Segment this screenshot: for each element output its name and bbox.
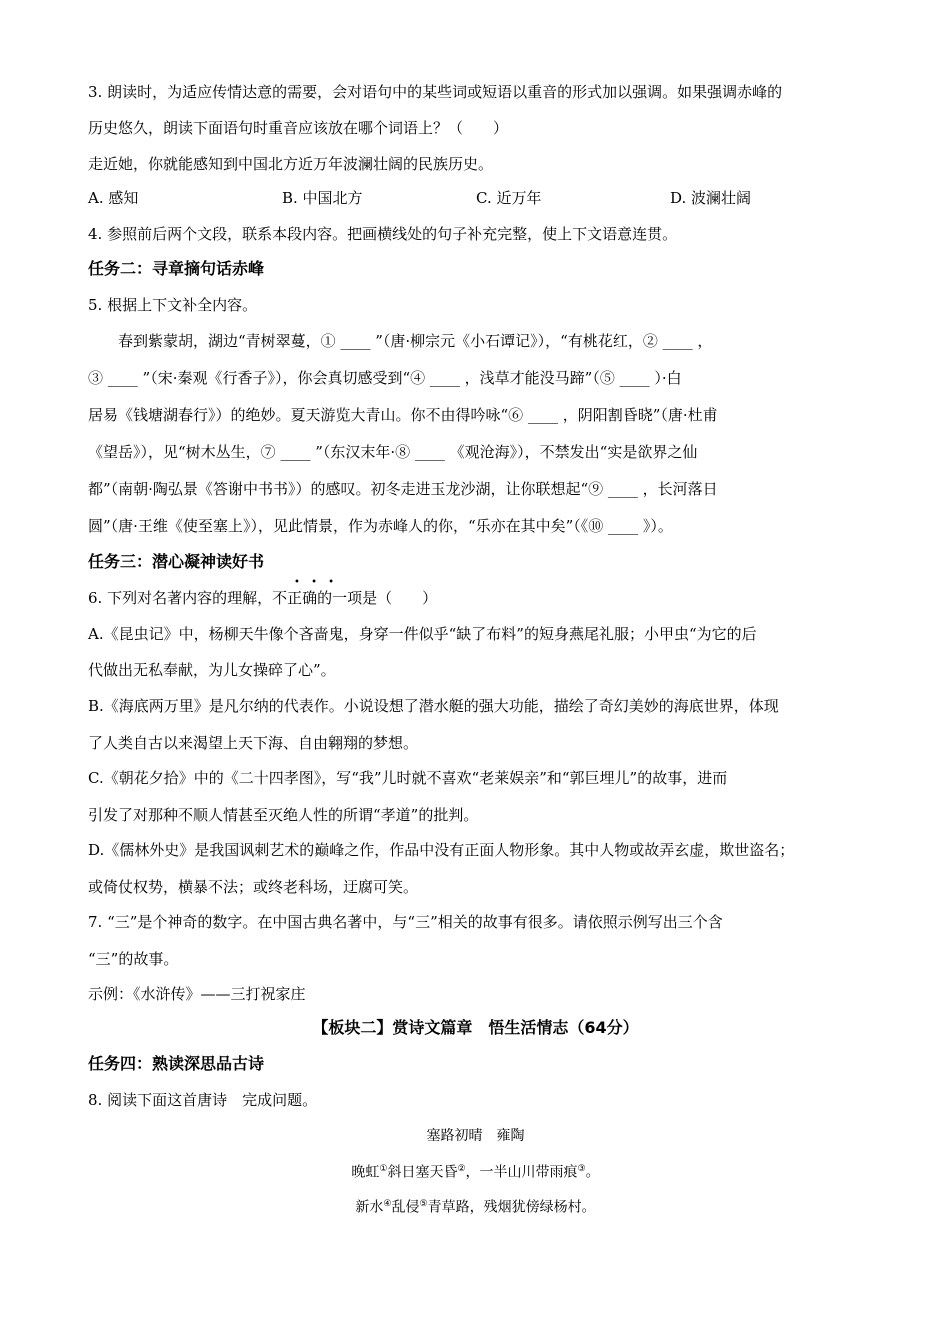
q5-para-line2: ③ ____ ”（宋·秦观《行香子》），你会真切感受到“④ ____ ，浅草才能没马蹄”（⑤ ____ ）·白 — [88, 369, 682, 387]
task3-heading: 任务三：潜心凝神读好书 — [88, 552, 265, 571]
q3-sentence: 走近她，你就能感知到中国北方近万年波澜壮阔的民族历史。 — [88, 155, 494, 173]
q3-line1: 3. 朗读时，为适应传情达意的需要，会对语句中的某些词或短语以重音的形式加以强调。如果强调赤峰的 — [88, 83, 783, 101]
poem-line1-part-a: 晚虹 — [351, 1164, 380, 1181]
q5-line1: 5. 根据上下文补全内容。 — [88, 296, 258, 314]
q3-option-a: A. 感知 — [88, 189, 139, 207]
footnote-marker-5: ⑤ — [419, 1199, 428, 1209]
q3-line2: 历史悠久，朗读下面语句时重音应该放在哪个词语上？（ ） — [88, 119, 509, 137]
q6-option-b-line2: 了人类自古以来渴望上天下海、自由翱翔的梦想。 — [88, 734, 419, 752]
q6-option-d-line1: D.《儒林外史》是我国讽刺艺术的巅峰之作，作品中没有正面人物形象。其中人物或故弄玄虚，欺世盗名； — [88, 841, 795, 859]
footnote-marker-2: ② — [457, 1164, 466, 1174]
poem-line2 — [88, 1194, 863, 1218]
q7-example: 示例：《水浒传》——三打祝家庄 — [88, 985, 306, 1003]
footnote-marker-3: ③ — [577, 1164, 586, 1174]
poem-line1 — [88, 1159, 863, 1183]
poem-line2-part-c: 青草路，残烟犹傍绿杨村。 — [427, 1199, 596, 1216]
footnote-marker-1: ① — [379, 1164, 388, 1174]
q3-option-d: D. 波澜壮阔 — [670, 189, 752, 207]
q5-para-line5: 都”（南朝·陶弘景《答谢中书书》）的感叹。初冬走进玉龙沙湖，让你联想起“⑨ ____ ，长河落日 — [88, 480, 718, 498]
q3-option-c: C. 近万年 — [476, 189, 542, 207]
q6-option-b-line1: B.《海底两万里》是凡尔纳的代表作。小说设想了潜水艇的强大功能，描绘了奇幻美妙的海底世界，体现 — [88, 697, 779, 715]
poem-line1-part-c: ，一半山川带雨痕 — [465, 1164, 578, 1181]
task2-heading: 任务二：寻章摘句话赤峰 — [88, 259, 265, 278]
poem-line2-part-a: 新水 — [355, 1199, 384, 1216]
q3-option-b: B. 中国北方 — [282, 189, 363, 207]
q7-line1: 7. “三”是个神奇的数字。在中国古典名著中，与“三”相关的故事有很多。请依照示例写出三个含 — [88, 913, 723, 931]
q6-option-c-line2: 引发了对那种不顺人情甚至灭绝人性的所谓“孝道”的批判。 — [88, 806, 479, 824]
q5-para-line4: 《望岳》），见“树木丛生，⑦ ____ ”（东汉末年·⑧ ____ 《观沧海》），不禁发出“实是欲界之仙 — [88, 443, 698, 461]
emphasis-dots: • • • — [294, 577, 339, 588]
q5-para-line1: 春到紫蒙胡，湖边“青树翠蔓，① ____ ”（唐·柳宗元《小石谭记》），“有桃花红，② ____ ， — [88, 332, 713, 350]
q6-option-a-line1: A.《昆虫记》中，杨柳天牛像个吝啬鬼，身穿一件似乎“缺了布料”的短身燕尾礼服；小甲虫“为它的后 — [88, 625, 757, 643]
q6-line1: 6. 下列对名著内容的理解，不正确的一项是（ ） — [88, 589, 438, 607]
footnote-marker-4: ④ — [383, 1199, 392, 1209]
q6-option-c-line1: C.《朝花夕拾》中的《二十四孝图》，写“我”儿时就不喜欢“老莱娱亲”和“郭巨埋儿”的故事，进而 — [88, 769, 728, 787]
q6-option-d-line2: 或倚仗权势，横暴不法；或终老科场，迂腐可笑。 — [88, 878, 419, 896]
block2-title: 【板块二】赏诗文篇章 悟生活情志（64分） — [312, 1018, 639, 1037]
q4-line1: 4. 参照前后两个文段，联系本段内容。把画横线处的句子补充完整，使上下文语意连贯。 — [88, 225, 678, 243]
q6-option-a-line2: 代做出无私奉献，为儿女操碎了心”。 — [88, 661, 336, 679]
task4-heading: 任务四：熟读深思品古诗 — [88, 1054, 265, 1073]
poem-line1-part-d: 。 — [585, 1164, 600, 1181]
poem-line2-part-b: 乱侵 — [391, 1199, 420, 1216]
q5-para-line6: 圆”（唐·王维《使至塞上》），见此情景，作为赤峰人的你，“乐亦在其中矣”（《⑩ ____ 》）。 — [88, 517, 673, 535]
q8-line1: 8. 阅读下面这首唐诗 完成问题。 — [88, 1091, 318, 1109]
poem-title: 塞路初晴 雍陶 — [426, 1128, 525, 1144]
q5-para-line3: 居易《钱塘湖春行》）的绝妙。夏天游览大青山。你不由得吟咏“⑥ ____ ，阴阳割昏晓”（唐·杜甫 — [88, 406, 718, 424]
poem-line1-part-b: 斜日塞天昏 — [387, 1164, 458, 1181]
q7-line2: “三”的故事。 — [88, 950, 179, 968]
